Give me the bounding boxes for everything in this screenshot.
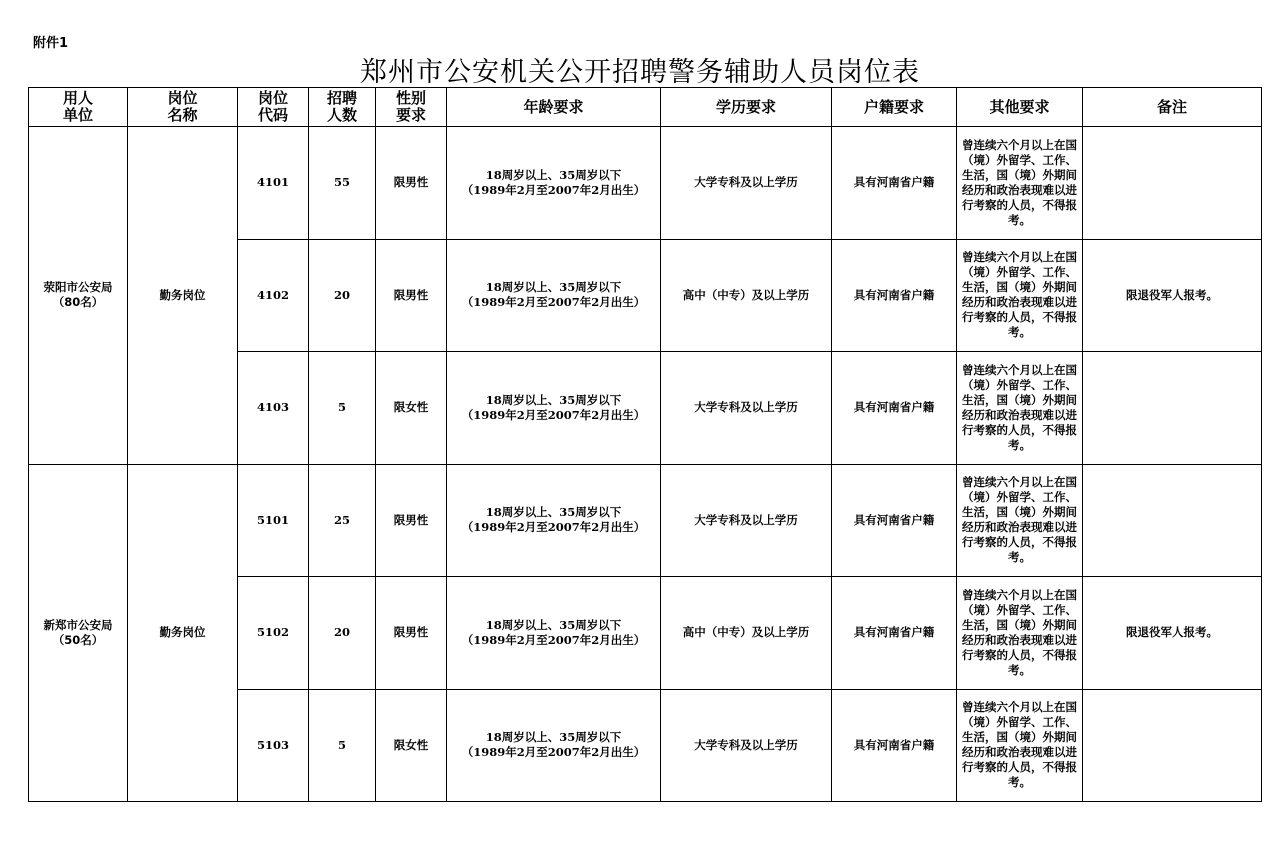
header-unit: 用人 单位	[29, 88, 128, 127]
other-requirements-cell: 曾连续六个月以上在国（境）外留学、工作、生活，国（境）外期间经历和政治表现难以进行考察的人员，不得报考。	[957, 577, 1083, 690]
age-cell: 18周岁以上、35周岁以下 （1989年2月至2007年2月出生）	[447, 577, 661, 690]
education-cell: 大学专科及以上学历	[661, 352, 832, 465]
remarks-cell	[1083, 689, 1262, 802]
count-cell: 5	[309, 689, 376, 802]
header-remarks: 备注	[1083, 88, 1262, 127]
header-row	[29, 88, 1262, 127]
hukou-cell: 具有河南省户籍	[832, 577, 957, 690]
attachment-label: 附件1	[33, 36, 69, 51]
unit-cell: 荥阳市公安局 （80名）	[29, 127, 128, 465]
unit-cell: 新郑市公安局 （50名）	[29, 464, 128, 802]
remarks-cell	[1083, 464, 1262, 577]
gender-cell: 限男性	[376, 127, 447, 240]
hukou-cell: 具有河南省户籍	[832, 464, 957, 577]
header-count: 招聘 人数	[309, 88, 376, 127]
age-cell: 18周岁以上、35周岁以下 （1989年2月至2007年2月出生）	[447, 127, 661, 240]
other-requirements-cell: 曾连续六个月以上在国（境）外留学、工作、生活，国（境）外期间经历和政治表现难以进行考察的人员，不得报考。	[957, 464, 1083, 577]
hukou-cell: 具有河南省户籍	[832, 689, 957, 802]
other-requirements-cell: 曾连续六个月以上在国（境）外留学、工作、生活，国（境）外期间经历和政治表现难以进行考察的人员，不得报考。	[957, 352, 1083, 465]
table-row	[29, 127, 1262, 240]
gender-cell: 限男性	[376, 464, 447, 577]
header-hukou: 户籍要求	[832, 88, 957, 127]
hukou-cell: 具有河南省户籍	[832, 239, 957, 352]
header-position-code: 岗位 代码	[238, 88, 309, 127]
hukou-cell: 具有河南省户籍	[832, 352, 957, 465]
other-requirements-cell: 曾连续六个月以上在国（境）外留学、工作、生活，国（境）外期间经历和政治表现难以进行考察的人员，不得报考。	[957, 239, 1083, 352]
age-cell: 18周岁以上、35周岁以下 （1989年2月至2007年2月出生）	[447, 689, 661, 802]
header-other: 其他要求	[957, 88, 1083, 127]
count-cell: 55	[309, 127, 376, 240]
education-cell: 高中（中专）及以上学历	[661, 577, 832, 690]
count-cell: 25	[309, 464, 376, 577]
remarks-cell	[1083, 352, 1262, 465]
remarks-cell	[1083, 127, 1262, 240]
gender-cell: 限女性	[376, 689, 447, 802]
count-cell: 5	[309, 352, 376, 465]
table-row	[29, 464, 1262, 577]
header-position-name: 岗位 名称	[128, 88, 238, 127]
age-cell: 18周岁以上、35周岁以下 （1989年2月至2007年2月出生）	[447, 352, 661, 465]
count-cell: 20	[309, 577, 376, 690]
education-cell: 大学专科及以上学历	[661, 464, 832, 577]
position-code-cell: 5102	[238, 577, 309, 690]
position-name-cell: 勤务岗位	[128, 127, 238, 465]
age-cell: 18周岁以上、35周岁以下 （1989年2月至2007年2月出生）	[447, 239, 661, 352]
age-cell: 18周岁以上、35周岁以下 （1989年2月至2007年2月出生）	[447, 464, 661, 577]
header-gender: 性别 要求	[376, 88, 447, 127]
other-requirements-cell: 曾连续六个月以上在国（境）外留学、工作、生活，国（境）外期间经历和政治表现难以进行考察的人员，不得报考。	[957, 127, 1083, 240]
education-cell: 大学专科及以上学历	[661, 127, 832, 240]
position-code-cell: 5103	[238, 689, 309, 802]
header-age: 年龄要求	[447, 88, 661, 127]
positions-table	[28, 87, 1262, 802]
position-code-cell: 4103	[238, 352, 309, 465]
gender-cell: 限男性	[376, 239, 447, 352]
position-name-cell: 勤务岗位	[128, 464, 238, 802]
header-education: 学历要求	[661, 88, 832, 127]
remarks-cell: 限退役军人报考。	[1083, 239, 1262, 352]
education-cell: 大学专科及以上学历	[661, 689, 832, 802]
position-code-cell: 5101	[238, 464, 309, 577]
hukou-cell: 具有河南省户籍	[832, 127, 957, 240]
gender-cell: 限男性	[376, 577, 447, 690]
gender-cell: 限女性	[376, 352, 447, 465]
other-requirements-cell: 曾连续六个月以上在国（境）外留学、工作、生活，国（境）外期间经历和政治表现难以进行考察的人员，不得报考。	[957, 689, 1083, 802]
page-title: 郑州市公安机关公开招聘警务辅助人员岗位表	[360, 57, 920, 88]
position-code-cell: 4101	[238, 127, 309, 240]
position-code-cell: 4102	[238, 239, 309, 352]
education-cell: 高中（中专）及以上学历	[661, 239, 832, 352]
count-cell: 20	[309, 239, 376, 352]
remarks-cell: 限退役军人报考。	[1083, 577, 1262, 690]
